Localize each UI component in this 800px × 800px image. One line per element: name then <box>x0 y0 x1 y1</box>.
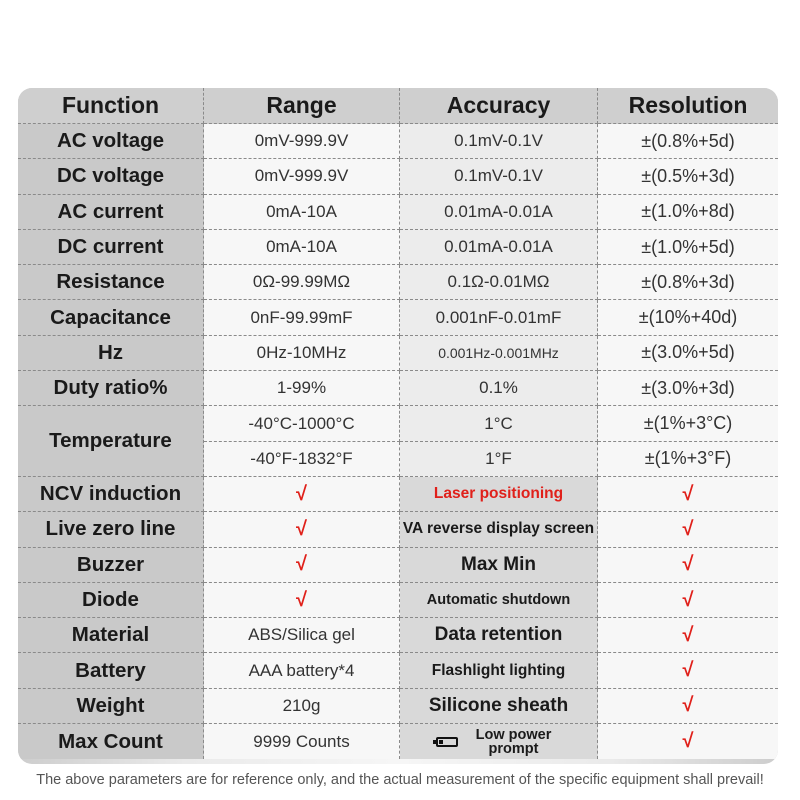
header-range: Range <box>204 88 400 124</box>
row-accuracy: 0.1Ω-0.01MΩ <box>400 265 598 300</box>
check-mark: √ <box>598 653 778 688</box>
check-mark: √ <box>204 548 400 583</box>
row-function: DC current <box>18 230 204 265</box>
feature-function: Live zero line <box>18 512 204 547</box>
feature-value: 9999 Counts <box>204 724 400 759</box>
battery-icon <box>436 737 458 747</box>
row-range: 0Ω-99.99MΩ <box>204 265 400 300</box>
row-range: 0mV-999.9V <box>204 159 400 194</box>
temperature-function: Temperature <box>18 406 204 477</box>
check-mark: √ <box>204 512 400 547</box>
feature-function: NCV induction <box>18 477 204 512</box>
spec-table-card <box>18 88 778 764</box>
temperature-c-resolution: ±(1%+3°C) <box>598 406 778 441</box>
row-accuracy: 0.01mA-0.01A <box>400 230 598 265</box>
row-range: 0mA-10A <box>204 195 400 230</box>
check-mark: √ <box>598 512 778 547</box>
temperature-f-accuracy: 1°F <box>400 442 598 477</box>
check-mark: √ <box>204 477 400 512</box>
feature-label: Laser positioning <box>400 477 598 512</box>
row-resolution: ±(3.0%+3d) <box>598 371 778 406</box>
temperature-f-range: -40°F-1832°F <box>204 442 400 477</box>
temperature-c-range: -40°C-1000°C <box>204 406 400 441</box>
row-resolution: ±(1.0%+5d) <box>598 230 778 265</box>
feature-function: Battery <box>18 653 204 688</box>
row-function: Resistance <box>18 265 204 300</box>
check-mark: √ <box>598 548 778 583</box>
row-function: AC current <box>18 195 204 230</box>
row-resolution: ±(0.5%+3d) <box>598 159 778 194</box>
row-function: Hz <box>18 336 204 371</box>
temperature-c-accuracy: 1°C <box>400 406 598 441</box>
row-accuracy: 0.1mV-0.1V <box>400 159 598 194</box>
row-resolution: ±(0.8%+5d) <box>598 124 778 159</box>
row-range: 0mV-999.9V <box>204 124 400 159</box>
feature-label: Automatic shutdown <box>400 583 598 618</box>
row-accuracy: 0.001nF-0.01mF <box>400 300 598 335</box>
header-accuracy: Accuracy <box>400 88 598 124</box>
feature-label: Max Min <box>400 548 598 583</box>
row-range: 0mA-10A <box>204 230 400 265</box>
row-accuracy: 0.01mA-0.01A <box>400 195 598 230</box>
row-function: AC voltage <box>18 124 204 159</box>
check-mark: √ <box>204 583 400 618</box>
feature-value: 210g <box>204 689 400 724</box>
spec-table <box>18 88 778 764</box>
row-range: 0Hz-10MHz <box>204 336 400 371</box>
row-range: 1-99% <box>204 371 400 406</box>
feature-label: Silicone sheath <box>400 689 598 724</box>
row-resolution: ±(3.0%+5d) <box>598 336 778 371</box>
check-mark: √ <box>598 689 778 724</box>
low-power-wrap <box>436 728 562 756</box>
row-accuracy: 0.1mV-0.1V <box>400 124 598 159</box>
feature-function: Material <box>18 618 204 653</box>
low-power-feature <box>400 724 598 759</box>
feature-function: Weight <box>18 689 204 724</box>
row-resolution: ±(1.0%+8d) <box>598 195 778 230</box>
row-accuracy: 0.1% <box>400 371 598 406</box>
row-function: Duty ratio% <box>18 371 204 406</box>
feature-label: Flashlight lighting <box>400 653 598 688</box>
check-mark: √ <box>598 724 778 759</box>
feature-label: VA reverse display screen <box>400 512 598 547</box>
feature-label: Data retention <box>400 618 598 653</box>
row-resolution: ±(10%+40d) <box>598 300 778 335</box>
disclaimer-footer: The above parameters are for reference only, and the actual measurement of the specific equipment shall prevail! <box>36 772 764 788</box>
feature-label: Low power prompt <box>475 726 552 757</box>
row-range: 0nF-99.99mF <box>204 300 400 335</box>
feature-function: Diode <box>18 583 204 618</box>
row-function: DC voltage <box>18 159 204 194</box>
row-accuracy: 0.001Hz-0.001MHz <box>400 336 598 371</box>
row-function: Capacitance <box>18 300 204 335</box>
feature-value: AAA battery*4 <box>204 653 400 688</box>
feature-function: Max Count <box>18 724 204 759</box>
temperature-f-resolution: ±(1%+3°F) <box>598 442 778 477</box>
feature-function: Buzzer <box>18 548 204 583</box>
check-mark: √ <box>598 477 778 512</box>
check-mark: √ <box>598 618 778 653</box>
feature-value: ABS/Silica gel <box>204 618 400 653</box>
header-resolution: Resolution <box>598 88 778 124</box>
header-function: Function <box>18 88 204 124</box>
check-mark: √ <box>598 583 778 618</box>
row-resolution: ±(0.8%+3d) <box>598 265 778 300</box>
